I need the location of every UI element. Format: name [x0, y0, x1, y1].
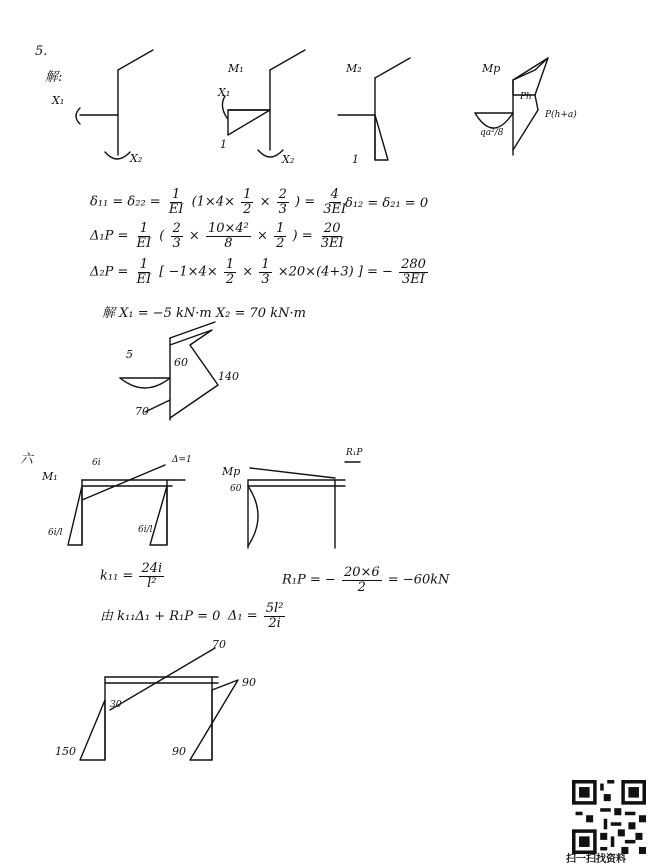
p6-mp-60: 60 — [230, 484, 242, 494]
mp-title: Mp — [482, 62, 501, 75]
p6-mp-r1p: R₁P — [346, 448, 363, 458]
delta12-equation: δ₁₂ = δ₂₁ = 0 — [345, 196, 429, 211]
delta2p-equation: Δ₂P = $\frac{1}{EI}$ [ −1×4× $\frac{1}{2}$ × $\frac{1}{3}$ ×20×(4+3) ] = − $\frac{280}{3EI}$ — [90, 257, 426, 287]
qr-caption: 扫一扫找资料 — [566, 854, 626, 865]
problem5-solve-mark: 解: — [45, 70, 63, 85]
mp-qa2-label: qa²/8 — [480, 128, 504, 138]
base-x1-label: X₁ — [52, 94, 65, 107]
p6-result-150: 150 — [55, 745, 76, 758]
base-x2-label: X₂ — [130, 152, 143, 165]
p6-m1-6i-top: 6i — [92, 458, 101, 468]
m2-title: M₂ — [346, 62, 362, 75]
m1-x1-label: X₁ — [218, 86, 231, 99]
result-70-label: 70 — [135, 405, 149, 418]
delta11-equation: δ₁₁ = δ₂₂ = $\frac{1}{EI}$ (1×4× $\frac{1}{2}$ × $\frac{2}{3}$ ) = $\frac{4}{3EI}$ — [90, 187, 347, 217]
m1-one-label: 1 — [220, 138, 227, 151]
delta1-equation: Δ₁ = $\frac{\text{5l²}}{2i}$ — [228, 601, 284, 631]
p6-m1-6i-left: 6i/l — [48, 528, 63, 538]
m1-x2-label: X₂ — [282, 153, 295, 166]
balance-equation: 由 k₁₁Δ₁ + R₁P = 0 — [100, 609, 221, 624]
delta1p-equation: Δ₁P = $\frac{1}{EI}$ ( $\frac{2}{3}$ × $\frac{\text{10×4²}}{8}$ × $\frac{1}{2}$ ) = $\frac{20}{3EI}$ — [90, 221, 344, 251]
m1-title: M₁ — [228, 62, 244, 75]
p6-m1-delta: Δ=1 — [172, 455, 192, 465]
problem5-number: 5. — [35, 44, 48, 59]
p6-m1-title: M₁ — [42, 470, 58, 483]
p6-result-90b: 90 — [172, 745, 186, 758]
mp-ph-label: Ph — [520, 92, 532, 102]
result-60-label: 60 — [174, 356, 188, 369]
p6-mp-title: Mp — [222, 465, 241, 478]
p6-result-30: 30 — [110, 700, 122, 710]
m2-one-label: 1 — [352, 153, 359, 166]
result-5-label: 5 — [126, 348, 133, 361]
k11-equation: k₁₁ = $\frac{24i}{\text{l²}}$ — [100, 561, 163, 591]
p6-result-70: 70 — [212, 638, 226, 651]
r1p-equation: R₁P = − $\frac{20\times 6}{2}$ = −60kN — [282, 565, 450, 595]
problem6-number: 六 — [20, 452, 34, 467]
problem5-solution: 解 X₁ = −5 kN·m X₂ = 70 kN·m — [102, 306, 306, 321]
p6-m1-6i-right: 6i/l — [138, 525, 153, 535]
qr-code — [572, 780, 646, 854]
result-140-label: 140 — [218, 370, 239, 383]
p6-result-90: 90 — [242, 676, 256, 689]
mp-ph4a-label: P(h+a) — [545, 110, 577, 120]
